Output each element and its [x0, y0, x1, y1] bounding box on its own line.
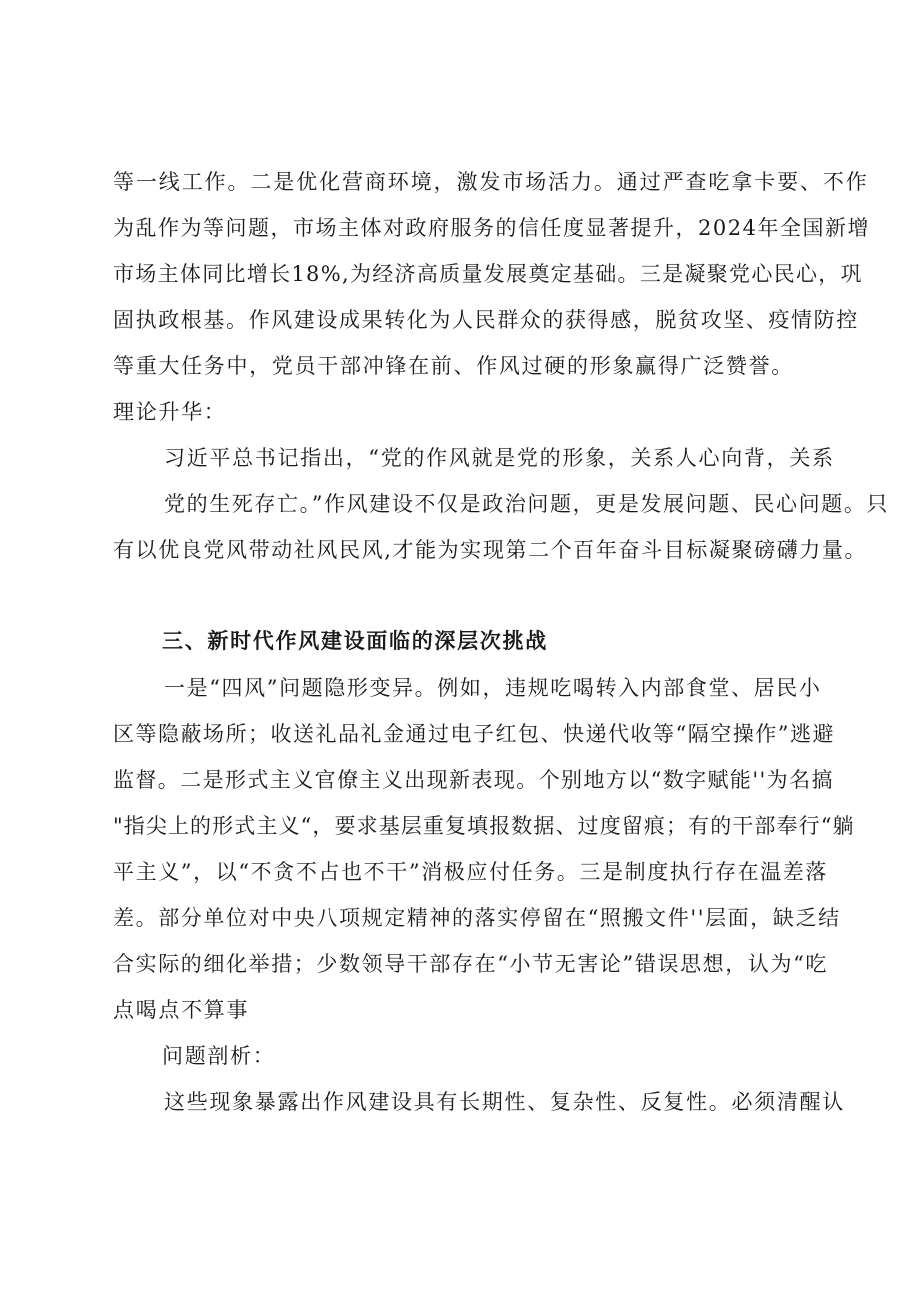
- body-line: 这些现象暴露出作风建设具有长期性、复杂性、反复性。必须清醒认: [164, 1090, 845, 1114]
- body-line: 监督。二是形式主义官僚主义出现新表现。个别地方以“数字赋能''为名搞: [113, 768, 834, 792]
- body-line: 为乱作为等问题，市场主体对政府服务的信任度显著提升，2024年全国新增: [113, 216, 870, 240]
- body-line: 有以优良党风带动社风民风,才能为实现第二个百年奋斗目标凝聚磅礴力量。: [113, 538, 868, 562]
- body-line: 党的生死存亡。”作风建设不仅是政治问题，更是发展问题、民心问题。只: [164, 492, 890, 516]
- subheading-analysis: 问题剖析：: [162, 1044, 276, 1068]
- body-line: 等一线工作。二是优化营商环境，激发市场活力。通过严查吃拿卡要、不作: [113, 170, 869, 194]
- body-line: 平主义”，以“不贪不占也不干”消极应付任务。三是制度执行存在温差落: [113, 860, 829, 884]
- body-line: 区等隐蔽场所；收送礼品礼金通过电子红包、快递代收等“隔空操作”逃避: [113, 722, 835, 746]
- body-line: 点喝点不算事: [113, 998, 250, 1022]
- body-line: 市场主体同比增长18%,为经济高质量发展奠定基础。三是凝聚党心民心，巩: [113, 262, 863, 286]
- subheading-theory: 理论升华：: [113, 400, 227, 424]
- body-line: 合实际的细化举措；少数领导干部存在“小节无害论”错误思想，认为“吃: [113, 952, 829, 976]
- body-line: 等重大任务中，党员干部冲锋在前、作风过硬的形象赢得广泛赞誉。: [113, 354, 794, 378]
- body-line: 差。部分单位对中央八项规定精神的落实停留在“照搬文件''层面，缺乏结: [113, 906, 841, 930]
- body-line: 习近平总书记指出，“党的作风就是党的形象，关系人心向背，关系: [164, 446, 835, 470]
- body-line: 一是“四风”问题隐形变异。例如，违规吃喝转入内部食堂、居民小: [164, 676, 822, 700]
- section-heading: 三、新时代作风建设面临的深层次挑战: [162, 628, 548, 653]
- body-line: "指尖上的形式主义“，要求基层重复填报数据、过度留痕；有的干部奉行“躺: [113, 814, 855, 838]
- body-line: 固执政根基。作风建设成果转化为人民群众的获得感，脱贫攻坚、疫情防控: [113, 308, 859, 332]
